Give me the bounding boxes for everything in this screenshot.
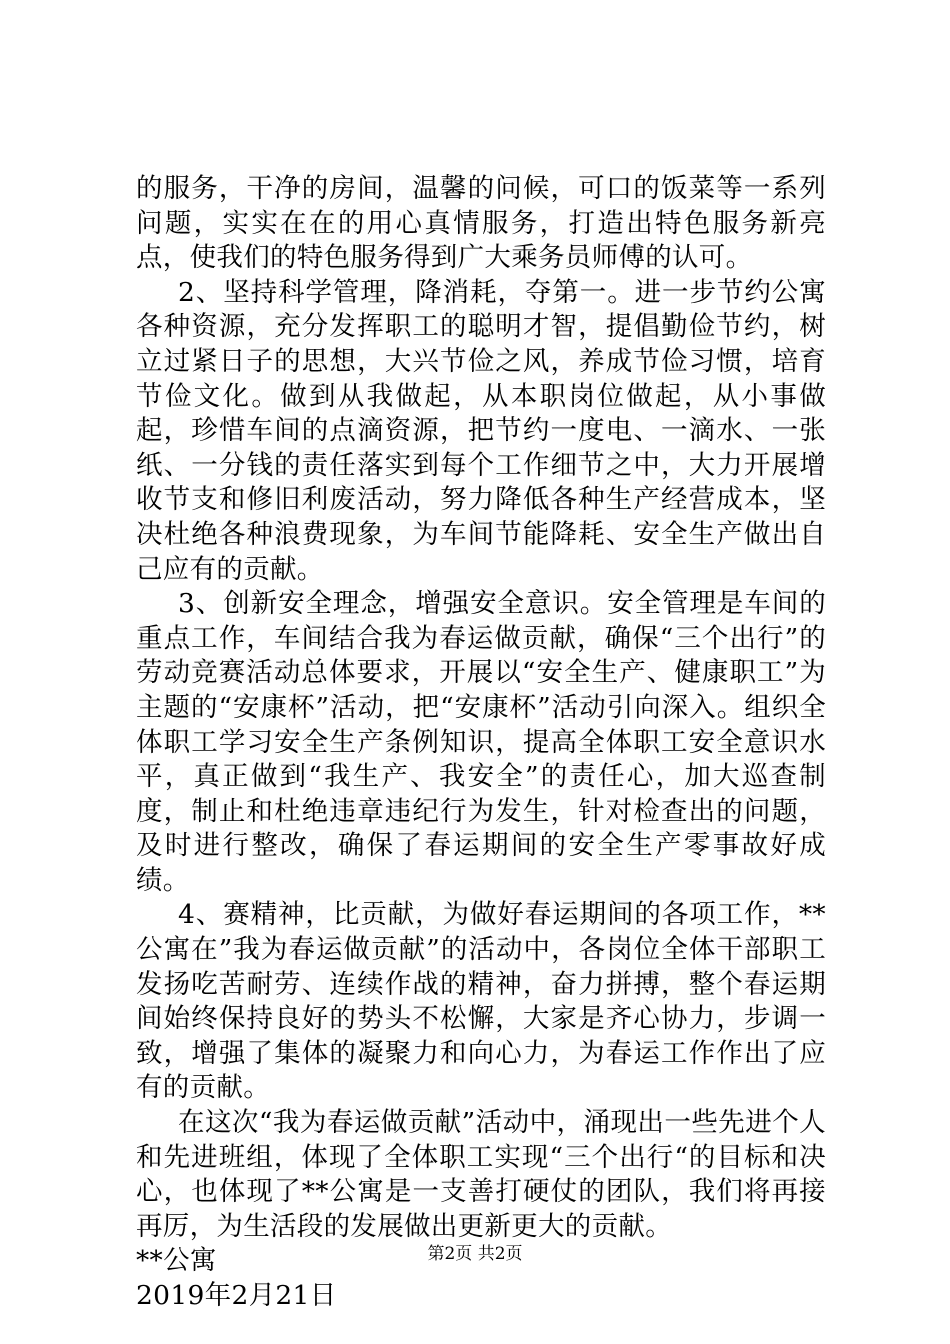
page-number-label: 第2页 共2页 <box>427 1244 523 1264</box>
paragraph-safety-concept: 3、创新安全理念，增强安全意识。安全管理是车间的重点工作，车间结合我为春运做贡献，确保“三个出行”的劳动竞赛活动总体要求，开展以“安全生产、健康职工”为主题的“安康杯”活动，把“安康杯”活动引向深入。组织全体职工学习安全生产条例知识，提高全体职工安全意识水平，真正做到“我生产、我安全”的责任心，加大巡查制度，制止和杜绝违章违纪行为发生，针对检查出的问题，及时进行整改，确保了春运期间的安全生产零事故好成绩。 <box>136 588 826 896</box>
document-body <box>136 172 826 1314</box>
page-footer <box>0 1243 950 1265</box>
paragraph-service-end: 的服务，干净的房间，温馨的问候，可口的饭菜等一系列问题，实实在在的用心真情服务，打造出特色服务新亮点，使我们的特色服务得到广大乘务员师傅的认可。 <box>136 173 826 274</box>
paragraph-science-management: 2、坚持科学管理，降消耗，夺第一。进一步节约公寓各种资源，充分发挥职工的聪明才智，提倡勤俭节约，树立过紧日子的思想，大兴节俭之风，养成节俭习惯，培育节俭文化。做到从我做起，从本职岗位做起，从小事做起，珍惜车间的点滴资源，把节约一度电、一滴水、一张纸、一分钱的责任落实到每个工作细节之中，大力开展增收节支和修旧利废活动，努力降低各种生产经营成本，坚决杜绝各种浪费现象，为车间节能降耗、安全生产做出自己应有的贡献。 <box>136 276 826 585</box>
signature-date: 2019年2月21日 <box>136 1280 337 1311</box>
signature-org: **公寓 <box>136 1245 217 1277</box>
paragraph-summary: 在这次“我为春运做贡献”活动中，涌现出一些先进个人和先进班组，体现了全体职工实现“三个出行“的目标和决心，也体现了**公寓是一支善打硬仗的团队，我们将再接再厉，为生活段的发展做出更新更大的贡献。 <box>136 1107 826 1242</box>
paragraph-contribution: 4、赛精神，比贡献，为做好春运期间的各项工作，**公寓在”我为春运做贡献”的活动中，各岗位全体干部职工发扬吃苦耐劳、连续作战的精神，奋力拼搏，整个春运期间始终保持良好的势头不松懈，大家是齐心协力，步调一致，增强了集体的凝聚力和向心力，为春运工作作出了应有的贡献。 <box>136 899 826 1104</box>
